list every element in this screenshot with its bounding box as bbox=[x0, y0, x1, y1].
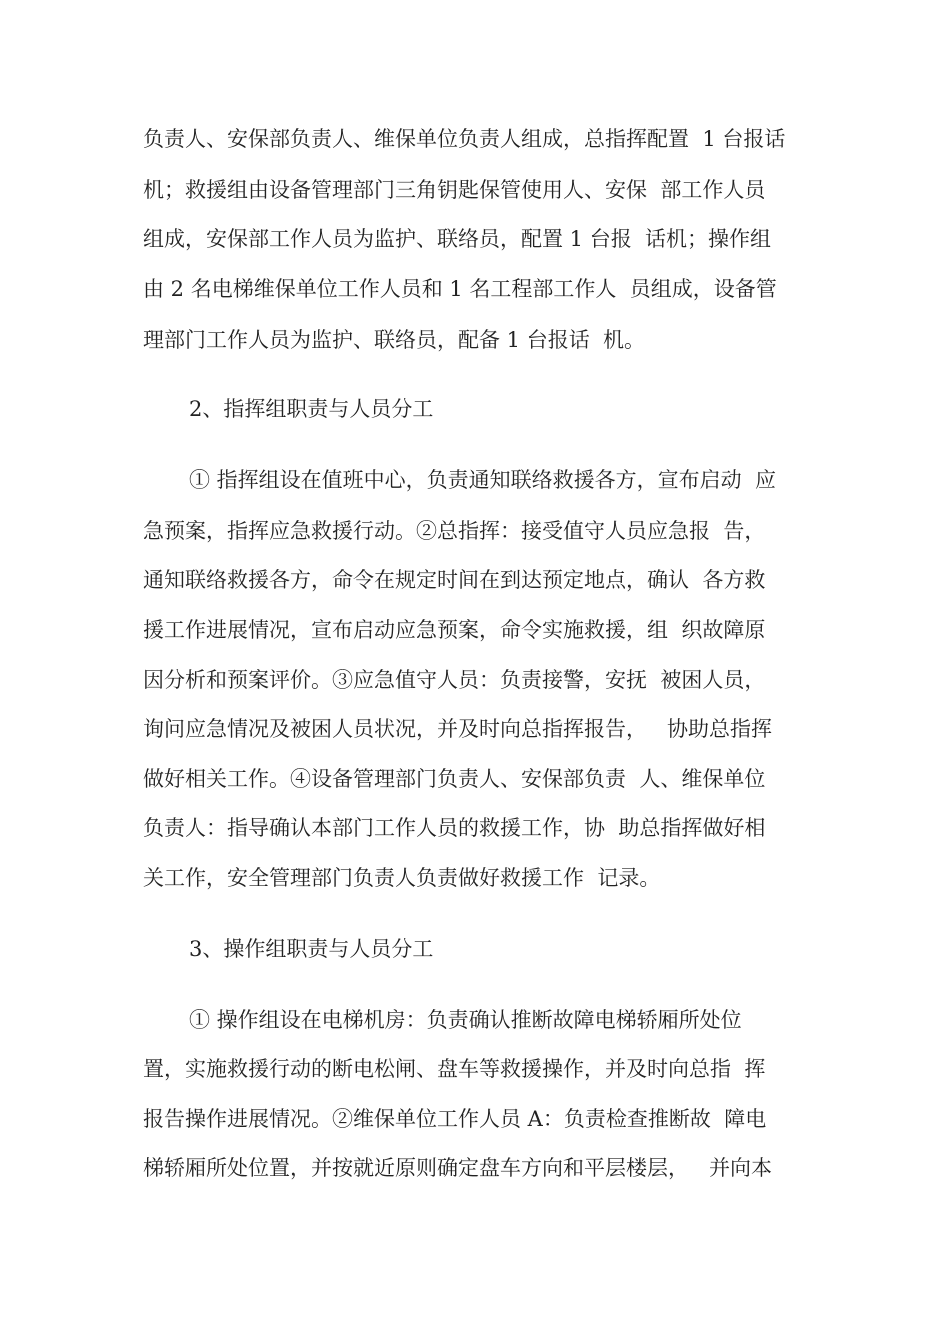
paragraph-1-line-2: 机；救援组由设备管理部门三角钥匙保管使用人、安保 部工作人员 bbox=[143, 178, 766, 202]
paragraph-2-line-5: 因分析和预案评价。③应急值守人员：负责接警，安抚 被困人员， bbox=[143, 668, 766, 692]
paragraph-2-line-1: ① 指挥组设在值班中心，负责通知联络救援各方，宣布启动 应 bbox=[189, 468, 777, 492]
section-heading-3: 3、操作组职责与人员分工 bbox=[189, 937, 434, 961]
paragraph-3-line-1: ① 操作组设在电梯机房：负责确认推断故障电梯轿厢所处位 bbox=[189, 1008, 742, 1032]
paragraph-2-line-2: 急预案，指挥应急救援行动。②总指挥：接受值守人员应急报 告， bbox=[143, 519, 766, 543]
paragraph-1-line-4: 由 2 名电梯维保单位工作人员和 1 名工程部工作人 员组成，设备管 bbox=[143, 277, 777, 301]
paragraph-1-line-3: 组成，安保部工作人员为监护、联络员，配置 1 台报 话机；操作组 bbox=[143, 227, 772, 251]
paragraph-2-line-9: 关工作，安全管理部门负责人负责做好救援工作 记录。 bbox=[143, 866, 661, 890]
paragraph-1-line-1: 负责人、安保部负责人、维保单位负责人组成，总指挥配置 1 台报话 bbox=[143, 127, 786, 151]
paragraph-2-line-6: 询问应急情况及被困人员状况，并及时向总指挥报告， 协助总指挥 bbox=[143, 717, 773, 741]
section-heading-2: 2、指挥组职责与人员分工 bbox=[189, 397, 434, 421]
paragraph-1-line-5: 理部门工作人员为监护、联络员，配备 1 台报话 机。 bbox=[143, 328, 646, 352]
paragraph-2-line-3: 通知联络救援各方，命令在规定时间在到达预定地点，确认 各方救 bbox=[143, 568, 766, 592]
paragraph-2-line-7: 做好相关工作。④设备管理部门负责人、安保部负责 人、维保单位 bbox=[143, 767, 766, 791]
paragraph-2-line-4: 援工作进展情况，宣布启动应急预案，命令实施救援，组 织故障原 bbox=[143, 618, 766, 642]
paragraph-3-line-4: 梯轿厢所处位置，并按就近原则确定盘车方向和平层楼层， 并向本 bbox=[143, 1156, 773, 1180]
paragraph-3-line-3: 报告操作进展情况。②维保单位工作人员 A：负责检查推断故 障电 bbox=[143, 1107, 767, 1131]
paragraph-2-line-8: 负责人：指导确认本部门工作人员的救援工作，协 助总指挥做好相 bbox=[143, 816, 766, 840]
paragraph-3-line-2: 置，实施救援行动的断电松闸、盘车等救援操作，并及时向总指 挥 bbox=[143, 1057, 766, 1081]
